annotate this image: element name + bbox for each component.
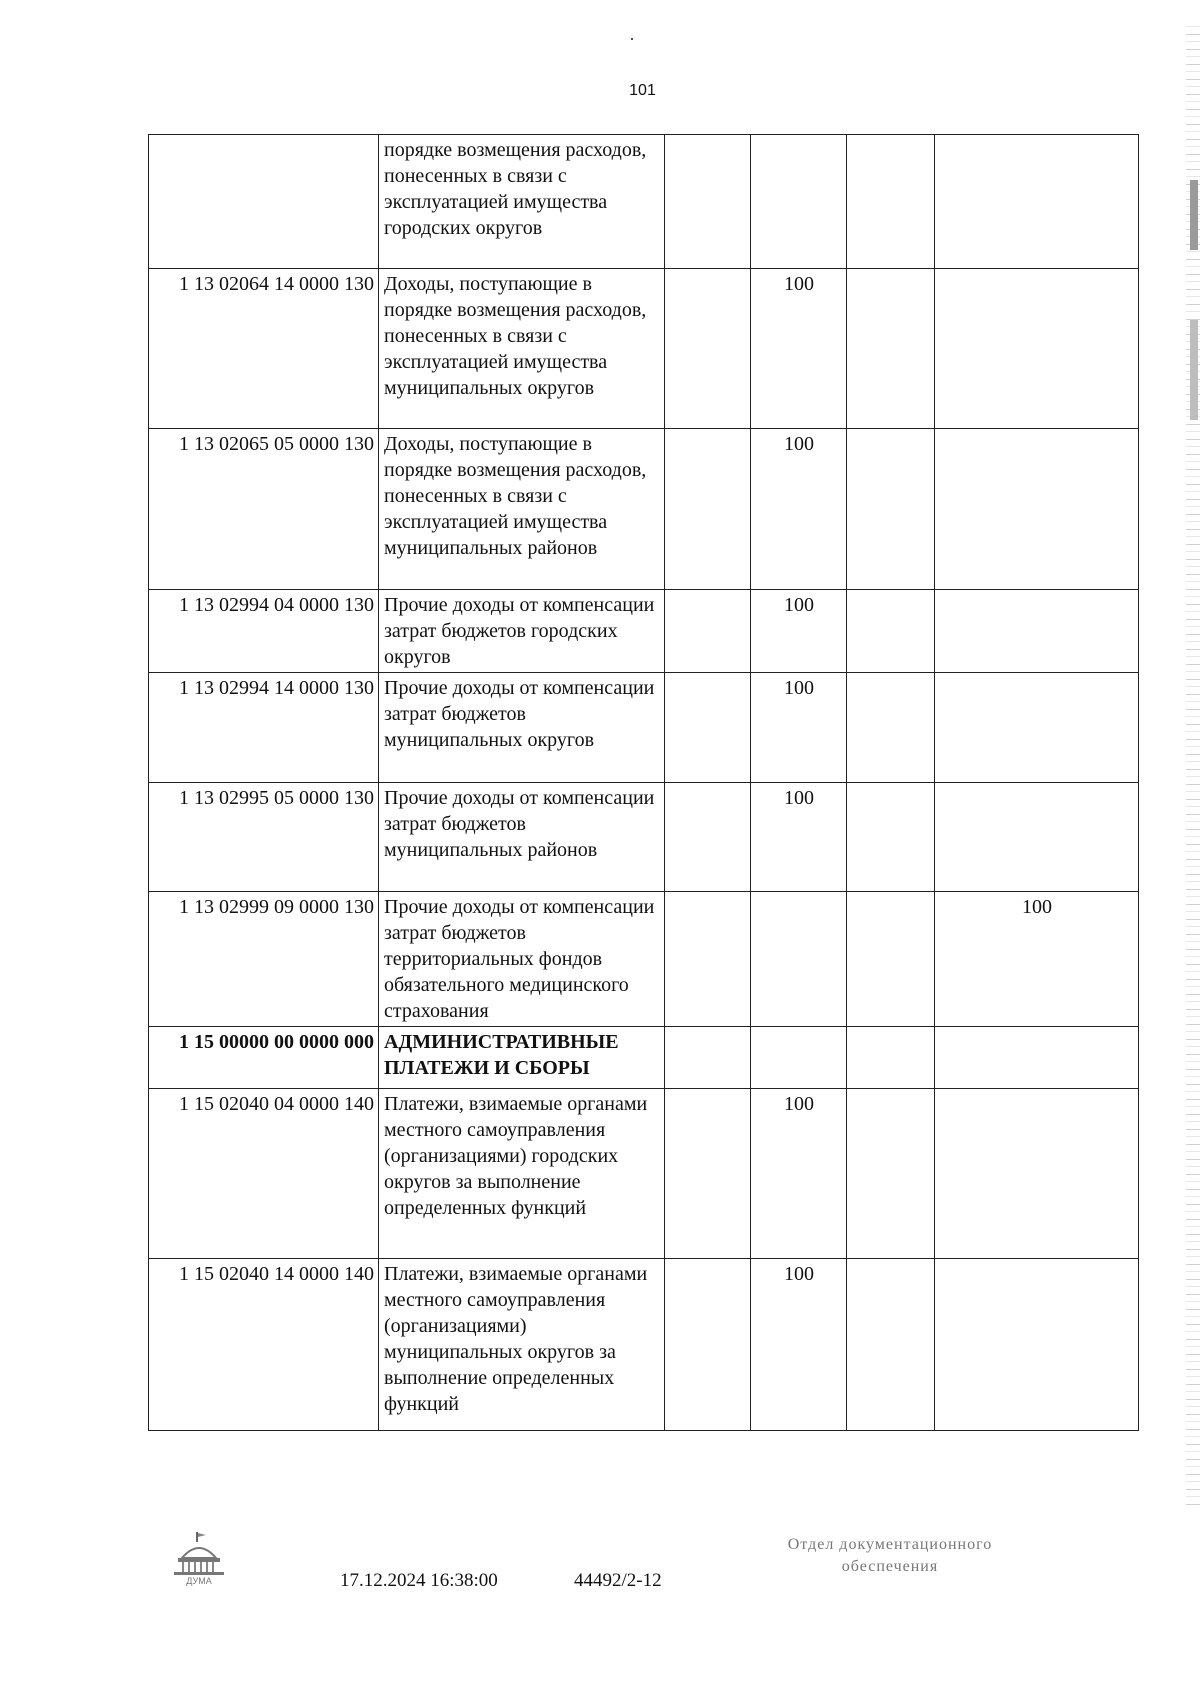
cell-value-4: [935, 673, 1139, 783]
cell-value-3: [847, 269, 935, 429]
scan-speck: [631, 38, 633, 40]
cell-code: 1 13 02999 09 0000 130: [149, 892, 379, 1027]
table-body: [149, 135, 1139, 1431]
table-row: [149, 783, 1139, 892]
cell-value-2: 100: [751, 429, 847, 590]
cell-value-4: [935, 1027, 1139, 1089]
cell-value-3: [847, 1027, 935, 1089]
table-row: [149, 1027, 1139, 1089]
table-row: [149, 892, 1139, 1027]
revenue-codes-table: [148, 134, 1139, 1431]
duma-logo-icon: [168, 1530, 230, 1586]
cell-code: 1 15 02040 14 0000 140: [149, 1259, 379, 1431]
cell-name: Прочие доходы от компенсации затрат бюджетов территориальных фондов обязательного медицинского страхования: [379, 892, 665, 1027]
cell-value-1: [665, 892, 751, 1027]
cell-value-4: [935, 135, 1139, 269]
cell-value-1: [665, 429, 751, 590]
cell-value-3: [847, 1259, 935, 1431]
cell-name: Прочие доходы от компенсации затрат бюджетов городских округов: [379, 590, 665, 673]
cell-name: Платежи, взимаемые органами местного самоуправления (организациями) городских округов за выполнение определенных функций: [379, 1089, 665, 1259]
cell-value-1: [665, 673, 751, 783]
cell-code: 1 13 02994 04 0000 130: [149, 590, 379, 673]
cell-value-2: 100: [751, 783, 847, 892]
page-number: 101: [629, 82, 656, 99]
cell-value-4: [935, 429, 1139, 590]
cell-value-2: [751, 1027, 847, 1089]
footer-datetime: 17.12.2024 16:38:00: [340, 1570, 498, 1591]
cell-value-3: [847, 892, 935, 1027]
cell-code: 1 13 02995 05 0000 130: [149, 783, 379, 892]
cell-value-4: [935, 269, 1139, 429]
cell-value-1: [665, 269, 751, 429]
cell-code: 1 13 02064 14 0000 130: [149, 269, 379, 429]
cell-value-2: 100: [751, 1089, 847, 1259]
cell-value-1: [665, 1027, 751, 1089]
cell-value-3: [847, 1089, 935, 1259]
cell-name: Доходы, поступающие в порядке возмещения расходов, понесенных в связи с эксплуатацией имущества муниципальных районов: [379, 429, 665, 590]
cell-name: порядке возмещения расходов, понесенных в связи с эксплуатацией имущества городских округов: [379, 135, 665, 269]
stamp-line-1: Отдел документационного: [787, 1536, 993, 1553]
cell-value-3: [847, 673, 935, 783]
cell-value-2: [751, 892, 847, 1027]
cell-value-1: [665, 783, 751, 892]
table-row: [149, 590, 1139, 673]
table-row: [149, 673, 1139, 783]
cell-value-3: [847, 783, 935, 892]
cell-code: 1 13 02994 14 0000 130: [149, 673, 379, 783]
cell-value-2: [751, 135, 847, 269]
cell-value-4: [935, 590, 1139, 673]
cell-value-3: [847, 135, 935, 269]
cell-name: АДМИНИСТРАТИВНЫЕ ПЛАТЕЖИ И СБОРЫ: [379, 1027, 665, 1089]
cell-value-4: [935, 1259, 1139, 1431]
cell-value-2: 100: [751, 269, 847, 429]
logo-text: ДУМА: [186, 1576, 212, 1586]
table-row: [149, 1259, 1139, 1431]
cell-value-2: 100: [751, 1259, 847, 1431]
footer-document-number: 44492/2-12: [574, 1570, 662, 1591]
cell-value-1: [665, 1259, 751, 1431]
cell-code: 1 15 00000 00 0000 000: [149, 1027, 379, 1089]
department-stamp: [740, 1534, 1040, 1578]
cell-value-2: 100: [751, 673, 847, 783]
cell-name: Доходы, поступающие в порядке возмещения расходов, понесенных в связи с эксплуатацией имущества муниципальных округов: [379, 269, 665, 429]
cell-code: [149, 135, 379, 269]
cell-value-3: [847, 590, 935, 673]
table-row: [149, 429, 1139, 590]
cell-value-4: [935, 783, 1139, 892]
stamp-line-2: обеспечения: [841, 1558, 939, 1575]
cell-value-1: [665, 1089, 751, 1259]
table-row: [149, 135, 1139, 269]
cell-value-1: [665, 135, 751, 269]
cell-value-3: [847, 429, 935, 590]
cell-code: 1 15 02040 04 0000 140: [149, 1089, 379, 1259]
cell-value-4: [935, 1089, 1139, 1259]
table-row: [149, 1089, 1139, 1259]
cell-value-4: 100: [935, 892, 1139, 1027]
cell-name: Прочие доходы от компенсации затрат бюджетов муниципальных округов: [379, 673, 665, 783]
cell-value-2: 100: [751, 590, 847, 673]
cell-name: Платежи, взимаемые органами местного самоуправления (организациями) муниципальных округов за выполнение определенных функций: [379, 1259, 665, 1431]
cell-name: Прочие доходы от компенсации затрат бюджетов муниципальных районов: [379, 783, 665, 892]
scan-edge-artifact: [1186, 20, 1200, 1510]
cell-value-1: [665, 590, 751, 673]
table-row: [149, 269, 1139, 429]
cell-code: 1 13 02065 05 0000 130: [149, 429, 379, 590]
